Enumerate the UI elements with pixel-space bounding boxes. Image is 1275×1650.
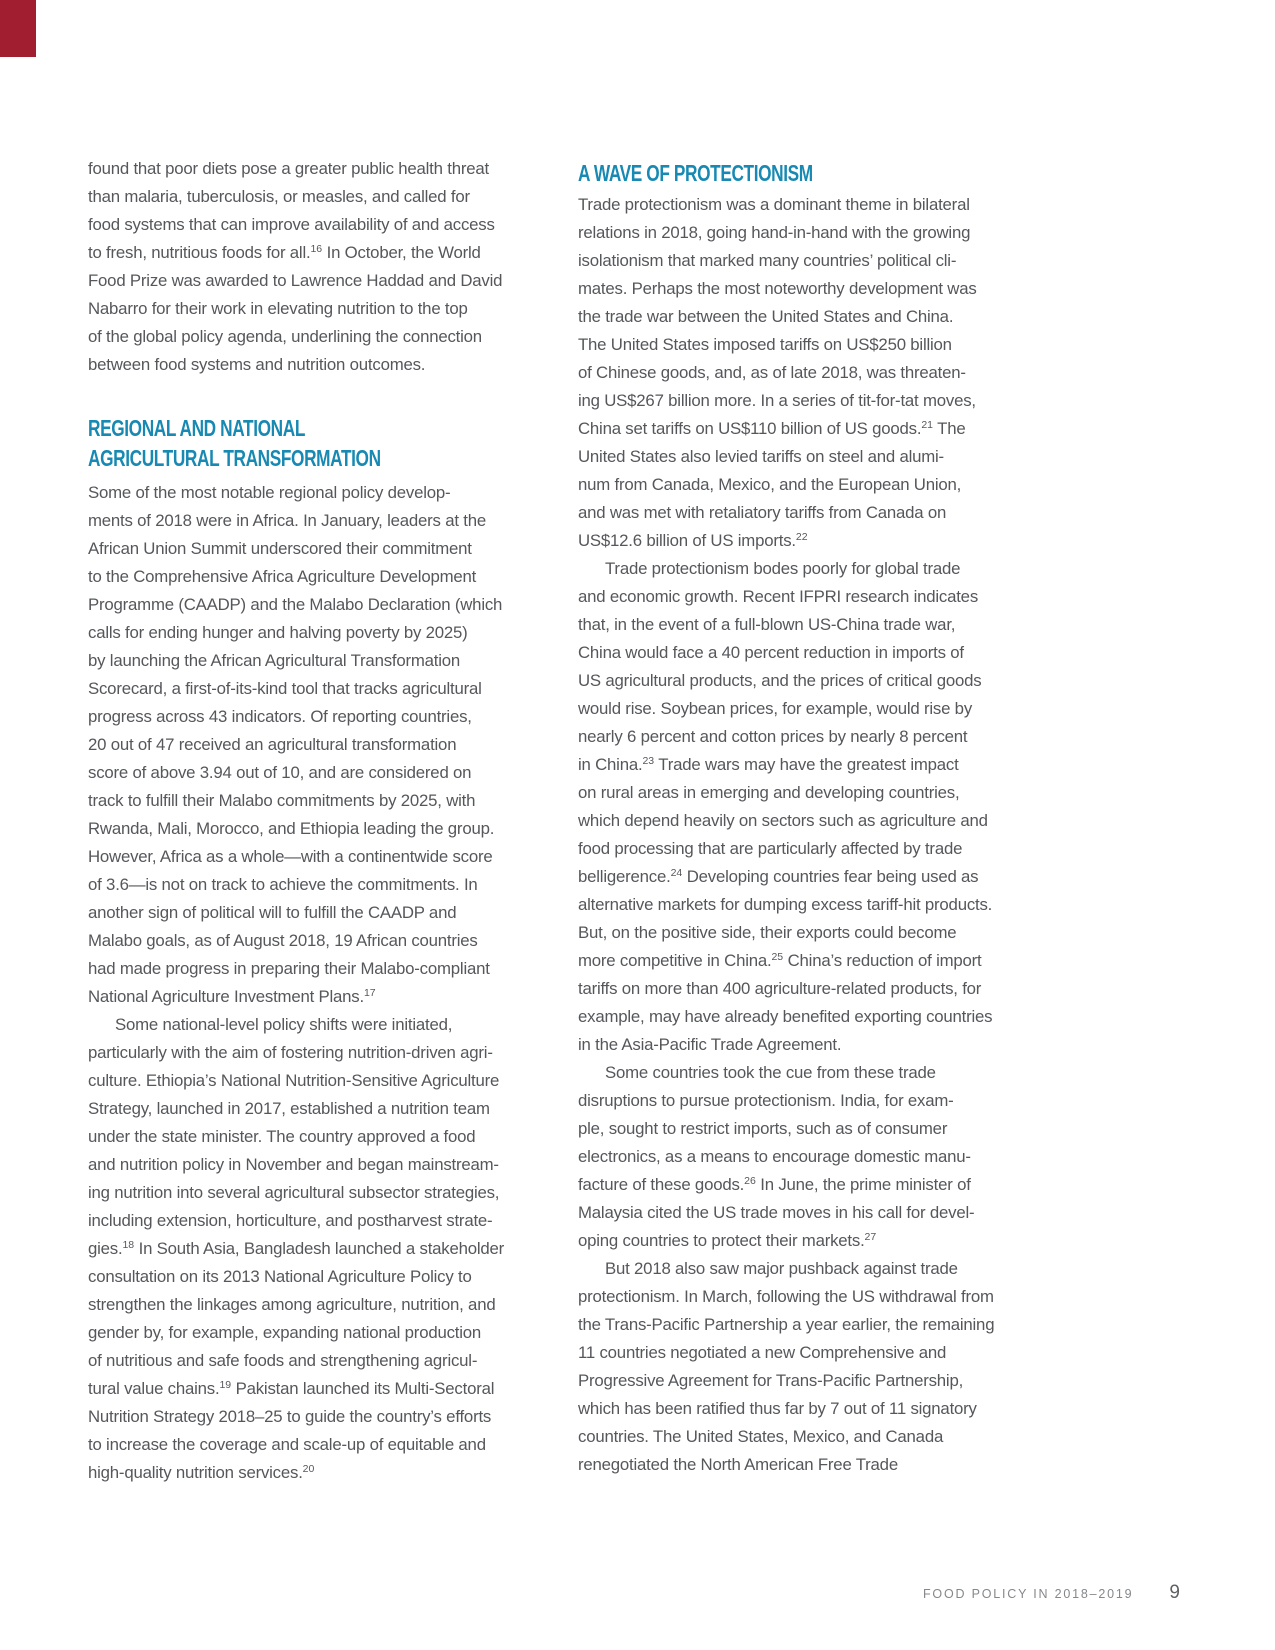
text-line: Malabo goals, as of August 2018, 19 African countries <box>88 931 478 950</box>
chapter-tab-accent <box>0 0 36 57</box>
footnote-ref: 20 <box>302 1462 315 1475</box>
text-line: more competitive in China.$^{25}$ China’s reduction of import <box>578 950 982 970</box>
text-line: belligerence.$^{24}$ Developing countries fear being used as <box>578 866 979 886</box>
text-line: Food Prize was awarded to Lawrence Haddad and David <box>88 271 503 290</box>
text-line: National Agriculture Investment Plans.$^{17}$ <box>88 986 376 1006</box>
text-line: of nutritious and safe foods and strengthening agricul- <box>88 1351 478 1370</box>
text-line: facture of these goods.$^{26}$ In June, the prime minister of <box>578 1174 971 1194</box>
text-line: calls for ending hunger and halving poverty by 2025) <box>88 623 468 642</box>
text-line: example, may have already benefited exporting countries <box>578 1007 993 1026</box>
text-line: strengthen the linkages among agriculture, nutrition, and <box>88 1295 496 1314</box>
text-line: which depend heavily on sectors such as agriculture and <box>578 811 988 830</box>
text-line: progress across 43 indicators. Of reporting countries, <box>88 707 472 726</box>
text-line: in the Asia-Pacific Trade Agreement. <box>578 1035 842 1054</box>
text-line: Strategy, launched in 2017, established a nutrition team <box>88 1099 490 1118</box>
text-line: Scorecard, a first-of-its-kind tool that tracks agricultural <box>88 679 482 698</box>
footnote-ref: 27 <box>864 1230 877 1243</box>
text-line: 11 countries negotiated a new Comprehensive and <box>578 1343 947 1362</box>
text-line: to the Comprehensive Africa Agriculture Development <box>88 567 477 586</box>
text-line: num from Canada, Mexico, and the European Union, <box>578 475 962 494</box>
text-line: than malaria, tuberculosis, or measles, and called for <box>88 187 470 206</box>
text-line: electronics, as a means to encourage domestic manu- <box>578 1147 971 1166</box>
footnote-ref: 19 <box>219 1378 232 1391</box>
text-line: Some of the most notable regional policy develop- <box>88 483 451 502</box>
text-line: and was met with retaliatory tariffs from Canada on <box>578 503 947 522</box>
text-line: would rise. Soybean prices, for example, would rise by <box>578 699 973 718</box>
left-column <box>88 155 543 1487</box>
footnote-ref: 21 <box>921 418 934 431</box>
page-footer <box>923 1582 1180 1604</box>
text-line: China set tariffs on US$110 billion of US goods.$^{21}$ The <box>578 418 966 438</box>
text-line: track to fulfill their Malabo commitments by 2025, with <box>88 791 476 810</box>
footnote-ref: 24 <box>670 866 683 879</box>
text-line: including extension, horticulture, and postharvest strate- <box>88 1211 493 1230</box>
text-line: Progressive Agreement for Trans-Pacific Partnership, <box>578 1371 964 1390</box>
text-line: tural value chains.$^{19}$ Pakistan launched its Multi-Sectoral <box>88 1378 495 1398</box>
paragraph <box>578 555 1033 1059</box>
text-line: high-quality nutrition services.$^{20}$ <box>88 1462 315 1482</box>
text-line: REGIONAL AND NATIONAL <box>88 415 306 441</box>
text-line: alternative markets for dumping excess tariff-hit products. <box>578 895 993 914</box>
text-line: had made progress in preparing their Malabo-compliant <box>88 959 490 978</box>
text-line: food systems that can improve availability of and access <box>88 215 495 234</box>
text-line: score of above 3.94 out of 10, and are considered on <box>88 763 472 782</box>
text-line: countries. The United States, Mexico, and Canada <box>578 1427 944 1446</box>
text-line: which has been ratified thus far by 7 out of 11 signatory <box>578 1399 977 1418</box>
text-line: consultation on its 2013 National Agriculture Policy to <box>88 1267 472 1286</box>
text-line: by launching the African Agricultural Transformation <box>88 651 461 670</box>
right-column <box>578 155 1033 1487</box>
footnote-ref: 18 <box>122 1238 135 1251</box>
text-line: particularly with the aim of fostering nutrition-driven agri- <box>88 1043 493 1062</box>
text-line: mates. Perhaps the most noteworthy development was <box>578 279 977 298</box>
text-line: to fresh, nutritious foods for all.$^{16}$ In October, the World <box>88 242 481 262</box>
text-line: Some national-level policy shifts were initiated, <box>115 1015 453 1034</box>
text-line: gies.$^{18}$ In South Asia, Bangladesh launched a stakeholder <box>88 1238 505 1258</box>
text-line: ments of 2018 were in Africa. In January, leaders at the <box>88 511 486 530</box>
text-line: Nutrition Strategy 2018–25 to guide the country’s efforts <box>88 1407 492 1426</box>
paragraph <box>88 155 543 379</box>
text-line: and economic growth. Recent IFPRI research indicates <box>578 587 979 606</box>
text-line: China would face a 40 percent reduction in imports of <box>578 643 964 662</box>
text-line: US$12.6 billion of US imports.$^{22}$ <box>578 530 808 550</box>
footnote-ref: 25 <box>771 950 784 963</box>
paragraph <box>88 1011 543 1487</box>
text-line: 20 out of 47 received an agricultural transformation <box>88 735 457 754</box>
text-line: AGRICULTURAL TRANSFORMATION <box>88 445 381 471</box>
text-line: of the global policy agenda, underlining the connection <box>88 327 482 346</box>
text-line: But, on the positive side, their exports could become <box>578 923 957 942</box>
paragraph <box>578 191 1033 555</box>
text-line: to increase the coverage and scale-up of equitable and <box>88 1435 486 1454</box>
text-line: food processing that are particularly affected by trade <box>578 839 963 858</box>
text-line: nearly 6 percent and cotton prices by nearly 8 percent <box>578 727 968 746</box>
text-line: Rwanda, Mali, Morocco, and Ethiopia leading the group. <box>88 819 495 838</box>
text-line: tariffs on more than 400 agriculture-related products, for <box>578 979 982 998</box>
text-line: disruptions to pursue protectionism. India, for exam- <box>578 1091 954 1110</box>
text-line: ing nutrition into several agricultural subsector strategies, <box>88 1183 500 1202</box>
page-number: 9 <box>1169 1582 1180 1603</box>
footnote-ref: 16 <box>310 242 323 255</box>
text-line: Trade protectionism bodes poorly for global trade <box>605 559 961 578</box>
text-line: Malaysia cited the US trade moves in his call for devel- <box>578 1203 975 1222</box>
text-line: However, Africa as a whole—with a continentwide score <box>88 847 493 866</box>
text-line: ing US$267 billion more. In a series of tit-for-tat moves, <box>578 391 976 410</box>
text-line: oping countries to protect their markets.$^{27}$ <box>578 1230 877 1250</box>
text-line: the trade war between the United States and China. <box>578 307 954 326</box>
text-line: that, in the event of a full-blown US-China trade war, <box>578 615 956 634</box>
footnote-ref: 26 <box>744 1174 756 1187</box>
text-line: between food systems and nutrition outcomes. <box>88 355 426 374</box>
text-line: Trade protectionism was a dominant theme in bilateral <box>578 195 970 214</box>
section-heading <box>88 413 543 473</box>
text-line: ple, sought to restrict imports, such as of consumer <box>578 1119 948 1138</box>
text-line: US agricultural products, and the prices of critical goods <box>578 671 982 690</box>
text-line: found that poor diets pose a greater public health threat <box>88 159 489 178</box>
text-line: United States also levied tariffs on steel and alumi- <box>578 447 944 466</box>
text-line: Programme (CAADP) and the Malabo Declaration (which <box>88 595 503 614</box>
footnote-ref: 17 <box>363 986 376 999</box>
running-footer-title: FOOD POLICY IN 2018–2019 <box>923 1587 1134 1601</box>
text-line: and nutrition policy in November and began mainstream- <box>88 1155 499 1174</box>
page-content <box>88 155 1033 1487</box>
text-line: the Trans-Pacific Partnership a year earlier, the remaining <box>578 1315 995 1334</box>
text-line: under the state minister. The country approved a food <box>88 1127 476 1146</box>
text-line: on rural areas in emerging and developing countries, <box>578 783 960 802</box>
text-line: culture. Ethiopia’s National Nutrition-Sensitive Agriculture <box>88 1071 500 1090</box>
text-line: of 3.6—is not on track to achieve the commitments. In <box>88 875 478 894</box>
text-line: protectionism. In March, following the US withdrawal from <box>578 1287 994 1306</box>
text-line: Nabarro for their work in elevating nutrition to the top <box>88 299 468 318</box>
footnote-ref: 22 <box>795 530 808 543</box>
text-line: The United States imposed tariffs on US$250 billion <box>578 335 952 354</box>
text-line: of Chinese goods, and, as of late 2018, was threaten- <box>578 363 966 382</box>
text-line: A WAVE OF PROTECTIONISM <box>578 160 813 186</box>
text-line: isolationism that marked many countries’ political cli- <box>578 251 957 270</box>
text-line: in China.$^{23}$ Trade wars may have the greatest impact <box>578 754 959 774</box>
section-heading <box>578 158 1033 188</box>
text-line: renegotiated the North American Free Trade <box>578 1455 898 1474</box>
text-line: another sign of political will to fulfill the CAADP and <box>88 903 457 922</box>
text-line: gender by, for example, expanding national production <box>88 1323 482 1342</box>
footnote-ref: 23 <box>642 754 655 767</box>
paragraph <box>578 1255 1033 1479</box>
text-line: relations in 2018, going hand-in-hand with the growing <box>578 223 971 242</box>
paragraph <box>578 1059 1033 1255</box>
text-line: Some countries took the cue from these trade <box>605 1063 936 1082</box>
text-line: But 2018 also saw major pushback against trade <box>605 1259 958 1278</box>
paragraph <box>88 479 543 1011</box>
text-line: African Union Summit underscored their commitment <box>88 539 472 558</box>
